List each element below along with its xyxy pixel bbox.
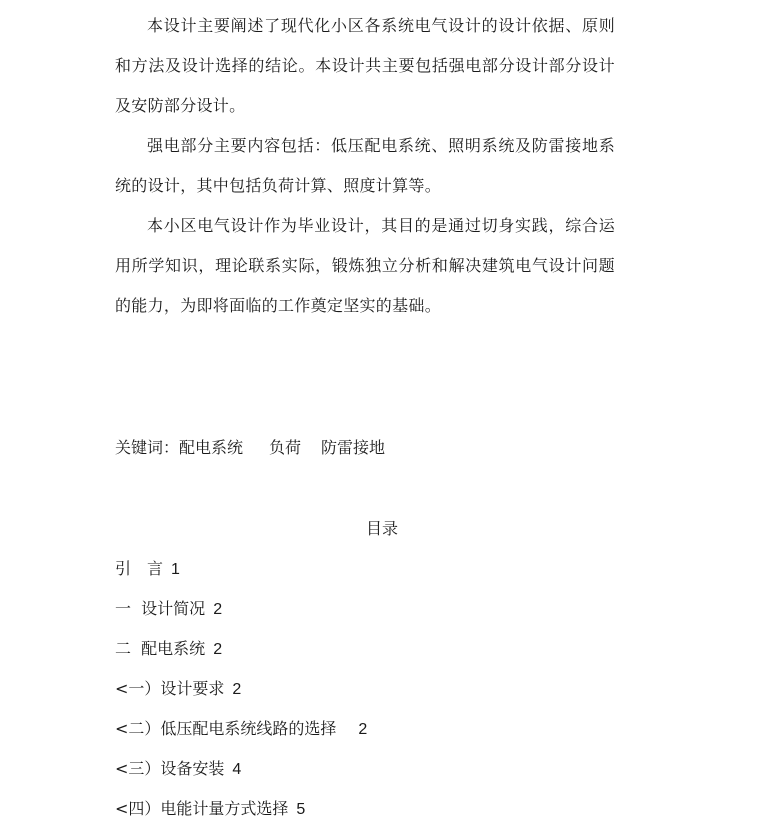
toc-title: 目录 [365, 519, 398, 538]
toc-entry [115, 749, 367, 789]
toc-entry-page: 2 [358, 721, 368, 738]
toc-entry [115, 789, 367, 829]
keywords-label: 关键词： [115, 438, 180, 457]
toc-entry-label: 一 设计简况 [115, 599, 206, 618]
abstract-paragraph-1: 本设计主要阐述了现代化小区各系统电气设计的设计依据、原则和方法及设计选择的结论。本设计共主要包括强电部分设计部分设计及安防部分设计。 [115, 16, 615, 115]
abstract-paragraph-2: 强电部分主要内容包括：低压配电系统、照明系统及防雷接地系统的设计，其中包括负荷计算、照度计算等。 [115, 136, 615, 195]
toc-entry-page: 5 [296, 801, 306, 818]
keyword-3: 防雷接地 [321, 438, 386, 457]
keywords-line [115, 428, 385, 468]
abstract-paragraph-3: 本小区电气设计作为毕业设计，其目的是通过切身实践，综合运用所学知识，理论联系实际，锻炼独立分析和解决建筑电气设计问题的能力，为即将面临的工作奠定坚实的基础。 [115, 216, 615, 315]
keyword-2: 负荷 [269, 438, 302, 457]
table-of-contents [115, 549, 367, 829]
toc-entry [115, 549, 367, 589]
toc-entry [115, 629, 367, 669]
toc-entry-page: 2 [213, 641, 223, 658]
keyword-1: 配电系统 [179, 438, 244, 457]
toc-entry-label: <一）设计要求 [115, 679, 225, 698]
toc-entry-label: <二）低压配电系统线路的选择 [115, 719, 337, 738]
toc-entry-page: 1 [171, 561, 180, 578]
toc-entry-page: 4 [232, 761, 242, 778]
toc-entry [115, 669, 367, 709]
toc-entry-label: 二 配电系统 [115, 639, 206, 658]
toc-entry-label: <三）设备安装 [115, 759, 225, 778]
toc-entry [115, 589, 367, 629]
toc-entry-label: <四）电能计量方式选择 [115, 799, 289, 818]
toc-entry-label: 引 言 [115, 559, 164, 578]
toc-entry [115, 709, 367, 749]
toc-entry-page: 2 [213, 601, 223, 618]
toc-entry-page: 2 [232, 681, 242, 698]
